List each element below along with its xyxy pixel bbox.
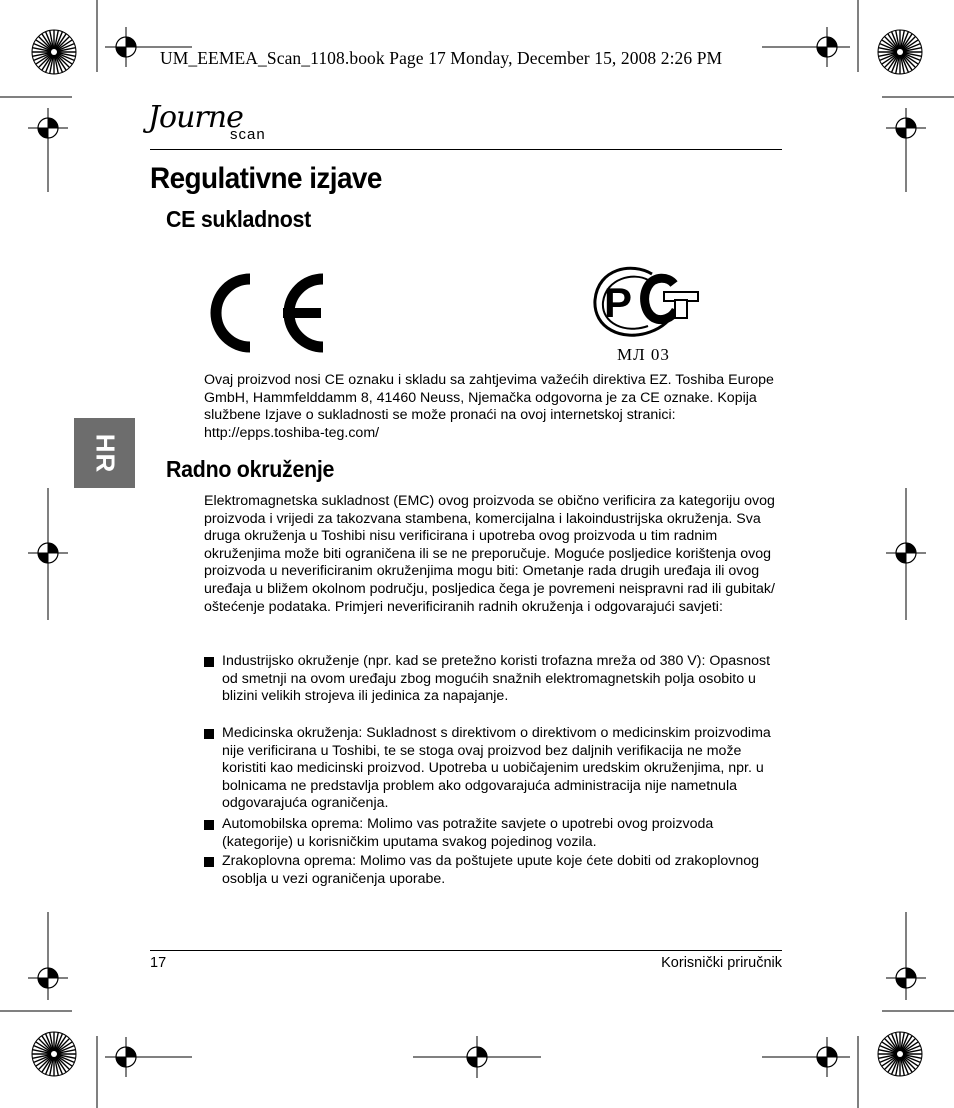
footer-title: Korisnički priručnik (661, 955, 782, 971)
logo-suffix: scan (230, 126, 266, 143)
page-number: 17 (150, 955, 167, 971)
environment-heading: Radno okruženje (166, 456, 335, 482)
bullet-square-icon (204, 857, 214, 867)
bullet-square-icon (204, 820, 214, 830)
page-title: Regulativne izjave (150, 162, 382, 195)
environment-paragraph: Elektromagnetska sukladnost (EMC) ovog proizvoda se obično verificira za kategoriju ovog proizvoda i vrijedi za takozvana stambena, komercijalna i lakoindustrijska okruženja. Sva druga okruženja u Toshibi nisu verificirana i upotreba ovog proizvoda u tim radnim okruženjima može biti ograničena ili se ne preporučuje. Moguće posljedice korištenja ovog proizvoda u neverificiranim okruženjima mogu biti: Ometanje rada drugih uređaja ili ovog uređaja u bližem okolnom području, posljedica čega je povremeni neispravni rad ili gubitak/ oštećenje podataka. Primjeri neverificiranih radnih okruženja i odgovarajući savjeti: (204, 493, 775, 615)
footer-rule (150, 950, 782, 951)
list-item-text: Medicinska okruženja: Sukladnost s direktivom o direktivom o medicinskim proizvodima nije verificirana u Toshibi, te se stoga ovaj proizvod bez daljnih verifikacija ne može koristiti kao medicinski proizvod. Upotreba u uobičajenim uredskim okruženjima, npr. u bolnicama ne predstavlja problem ako odgovarajuća administracija nije nametnula odgovarajuća ograničenja. (222, 725, 771, 812)
list-item-text: Automobilska oprema: Molimo vas potražite savjete o upotrebi ovog proizvoda (kategorije) u korisničkim uputama svakog pojedinog vozila. (222, 816, 714, 850)
ce-mark-icon (203, 268, 329, 358)
list-item-text: Industrijsko okruženje (npr. kad se pretežno koristi trofazna mreža od 380 V): Opasnost od smetnji na ovom uređaju zbog mogućih snažnih elektromagnetskih polja osobito u blizini velikih strojeva ili jedinica za napajanje. (222, 653, 771, 705)
language-tab-label: HR (90, 433, 120, 473)
list-item-text: Zrakoplovna oprema: Molimo vas da poštujete upute koje ćete dobiti od zrakoplovnog osoblja u vezi ograničenja uporabe. (222, 853, 760, 887)
ce-paragraph: Ovaj proizvod nosi CE oznaku i skladu sa zahtjevima važećih direktiva EZ. Toshiba Europe GmbH, Hammfelddamm 8, 41460 Neuss, Njemačka odgovorna je za CE oznake. Kopija službene Izjave o sukladnosti se može pronaći na ovoj internetskoj stranici: http://epps.toshiba-teg.com/ (204, 372, 774, 441)
logo-script: Journe (148, 100, 243, 135)
ce-heading: CE sukladnost (166, 206, 311, 232)
bullet-square-icon (204, 729, 214, 739)
header-rule (150, 149, 782, 150)
svg-text:P: P (604, 279, 633, 326)
print-header: UM_EEMEA_Scan_1108.book Page 17 Monday, December 15, 2008 2:26 PM (160, 48, 723, 68)
gost-caption: МЛ 03 (617, 345, 670, 364)
language-tab (74, 418, 135, 488)
bullet-square-icon (204, 657, 214, 667)
gost-r-certification-icon (592, 264, 702, 346)
